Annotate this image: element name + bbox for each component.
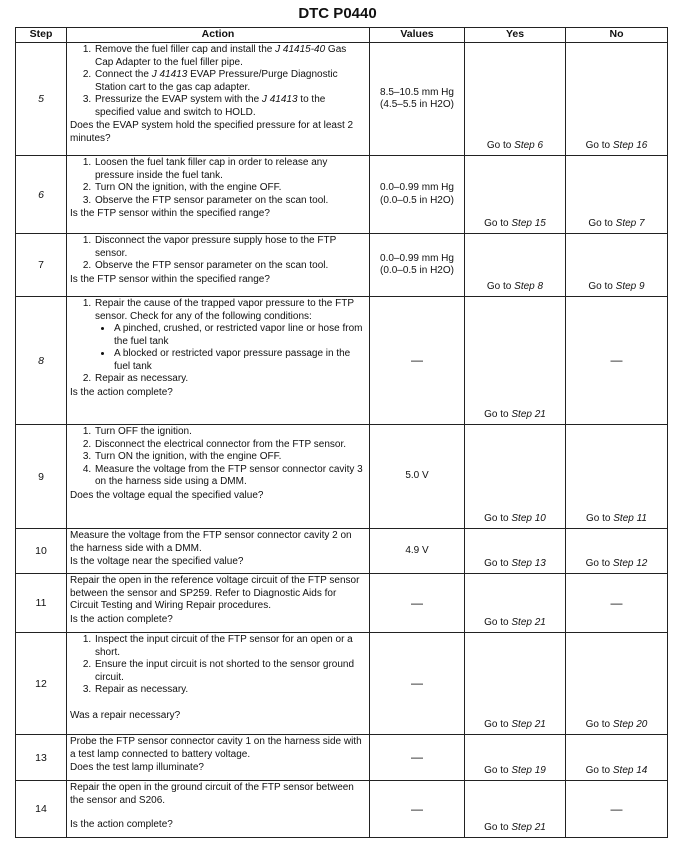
yes-cell: Go to Step 15 xyxy=(465,156,566,234)
action-item: 2. Disconnect the electrical connector from the FTP sensor. xyxy=(94,439,366,452)
condition-item: • A pinched, crushed, or restricted vapor line or hose from the fuel tank xyxy=(113,323,366,348)
no-cell: Go to Step 12 xyxy=(566,529,668,574)
action-item: 2. Turn ON the ignition, with the engine OFF. xyxy=(94,182,366,195)
action-item: 4. Measure the voltage from the FTP sensor connector cavity 3 on the harness side using a DMM. xyxy=(94,464,366,489)
question: Is the FTP sensor within the specified range? xyxy=(70,273,270,285)
step-number: 12 xyxy=(16,633,67,735)
action-steps xyxy=(70,235,366,273)
action-item: 2. Connect the J 41413 EVAP Pressure/Purge Diagnostic Station cart to the gas cap adapter. xyxy=(94,69,366,94)
value-cell: 8.5–10.5 mm Hg (4.5–5.5 in H2O) xyxy=(370,43,465,156)
action-item: 1. Inspect the input circuit of the FTP sensor for an open or a short. xyxy=(94,634,366,659)
question: Is the FTP sensor within the specified range? xyxy=(70,208,270,219)
action-steps xyxy=(70,157,366,207)
action-cell xyxy=(67,781,370,838)
no-cell: Go to Step 9 xyxy=(566,234,668,297)
table-row xyxy=(16,425,668,529)
value-cell: — xyxy=(370,781,465,838)
yes-cell: Go to Step 21 xyxy=(465,633,566,735)
table-row xyxy=(16,735,668,781)
action-item: 1. Disconnect the vapor pressure supply hose to the FTP sensor. xyxy=(94,235,366,260)
question: Is the action complete? xyxy=(70,819,173,830)
yes-cell: Go to Step 21 xyxy=(465,574,566,633)
value-cell: — xyxy=(370,297,465,425)
action-steps xyxy=(70,634,366,697)
action-item: 3. Turn ON the ignition, with the engine OFF. xyxy=(94,451,366,464)
action-steps xyxy=(70,426,366,489)
no-cell: Go to Step 20 xyxy=(566,633,668,735)
header-action: Action xyxy=(67,28,370,43)
question: Does the voltage equal the specified value? xyxy=(70,489,264,501)
step-number: 5 xyxy=(16,43,67,156)
step-number: 8 xyxy=(16,297,67,425)
action-text: Repair the open in the reference voltage circuit of the FTP sensor between the sensor and SP259. Refer to Diagnostic Aids for Circuit Testing and Wiring Repair procedures. xyxy=(70,575,360,611)
value-cell: 4.9 V xyxy=(370,529,465,574)
action-item: 2. Repair as necessary. xyxy=(94,373,366,386)
table-row xyxy=(16,43,668,156)
header-row xyxy=(16,28,668,43)
condition-list xyxy=(95,323,366,373)
no-cell: Go to Step 14 xyxy=(566,735,668,781)
yes-cell: Go to Step 10 xyxy=(465,425,566,529)
table-row xyxy=(16,529,668,574)
question: Is the voltage near the specified value? xyxy=(70,556,244,567)
value-cell: — xyxy=(370,735,465,781)
action-text: Probe the FTP sensor connector cavity 1 on the harness side with a test lamp connected to battery voltage. xyxy=(70,736,362,760)
action-steps xyxy=(70,44,366,119)
action-item: 1. Loosen the fuel tank filler cap in order to release any pressure inside the fuel tank. xyxy=(94,157,366,182)
value-cell: — xyxy=(370,633,465,735)
table-row xyxy=(16,574,668,633)
value-cell: — xyxy=(370,574,465,633)
page-title: DTC P0440 xyxy=(298,5,377,22)
action-item: 3. Pressurize the EVAP system with the J 41413 to the specified value and switch to HOLD. xyxy=(94,94,366,119)
table-row xyxy=(16,156,668,234)
action-item: 1. Turn OFF the ignition. xyxy=(94,426,366,439)
header-no: No xyxy=(566,28,668,43)
action-cell xyxy=(67,735,370,781)
question: Was a repair necessary? xyxy=(70,709,181,721)
action-item: 3. Observe the FTP sensor parameter on the scan tool. xyxy=(94,195,366,208)
action-text: Repair the open in the ground circuit of the FTP sensor between the sensor and S206. xyxy=(70,782,354,806)
question: Does the EVAP system hold the specified pressure for at least 2 minutes? xyxy=(70,120,354,144)
action-steps xyxy=(70,298,366,386)
diagnostic-table xyxy=(15,27,668,838)
action-item: 1. Repair the cause of the trapped vapor pressure to the FTP sensor. Check for any of the following conditions: • A pinched, crushed, or restricted vapor line or hose from the fuel tank • A blocked or restricted vapor pressure passage in the fuel tank xyxy=(94,298,366,373)
action-cell xyxy=(67,43,370,156)
step-number: 7 xyxy=(16,234,67,297)
action-item: 2. Ensure the input circuit is not shorted to the sensor ground circuit. xyxy=(94,659,366,684)
action-cell xyxy=(67,156,370,234)
action-cell xyxy=(67,529,370,574)
header-values: Values xyxy=(370,28,465,43)
action-cell xyxy=(67,425,370,529)
action-item: 2. Observe the FTP sensor parameter on the scan tool. xyxy=(94,260,366,273)
table-row xyxy=(16,781,668,838)
no-cell: — xyxy=(566,574,668,633)
yes-cell: Go to Step 21 xyxy=(465,781,566,838)
no-cell: — xyxy=(566,781,668,838)
step-number: 14 xyxy=(16,781,67,838)
step-number: 13 xyxy=(16,735,67,781)
no-cell: — xyxy=(566,297,668,425)
action-cell xyxy=(67,574,370,633)
step-number: 10 xyxy=(16,529,67,574)
action-item: 1. Remove the fuel filler cap and install the J 41415-40 Gas Cap Adapter to the fuel filler pipe. xyxy=(94,44,366,69)
question: Does the test lamp illuminate? xyxy=(70,762,204,773)
header-step: Step xyxy=(16,28,67,43)
condition-item: • A blocked or restricted vapor pressure passage in the fuel tank xyxy=(113,348,366,373)
yes-cell: Go to Step 6 xyxy=(465,43,566,156)
question: Is the action complete? xyxy=(70,386,173,398)
header-yes: Yes xyxy=(465,28,566,43)
yes-cell: Go to Step 8 xyxy=(465,234,566,297)
value-cell: 5.0 V xyxy=(370,425,465,529)
table-row xyxy=(16,297,668,425)
action-cell xyxy=(67,234,370,297)
no-cell: Go to Step 7 xyxy=(566,156,668,234)
step-number: 9 xyxy=(16,425,67,529)
table-row xyxy=(16,633,668,735)
step-number: 11 xyxy=(16,574,67,633)
table-row xyxy=(16,234,668,297)
question: Is the action complete? xyxy=(70,613,173,625)
yes-cell: Go to Step 19 xyxy=(465,735,566,781)
action-text: Measure the voltage from the FTP sensor connector cavity 2 on the harness side with a DMM. xyxy=(70,530,352,554)
action-cell xyxy=(67,633,370,735)
no-cell: Go to Step 11 xyxy=(566,425,668,529)
action-cell xyxy=(67,297,370,425)
no-cell: Go to Step 16 xyxy=(566,43,668,156)
value-cell: 0.0–0.99 mm Hg (0.0–0.5 in H2O) xyxy=(370,234,465,297)
yes-cell: Go to Step 13 xyxy=(465,529,566,574)
yes-cell: Go to Step 21 xyxy=(465,297,566,425)
action-item: 3. Repair as necessary. xyxy=(94,684,366,697)
step-number: 6 xyxy=(16,156,67,234)
value-cell: 0.0–0.99 mm Hg (0.0–0.5 in H2O) xyxy=(370,156,465,234)
